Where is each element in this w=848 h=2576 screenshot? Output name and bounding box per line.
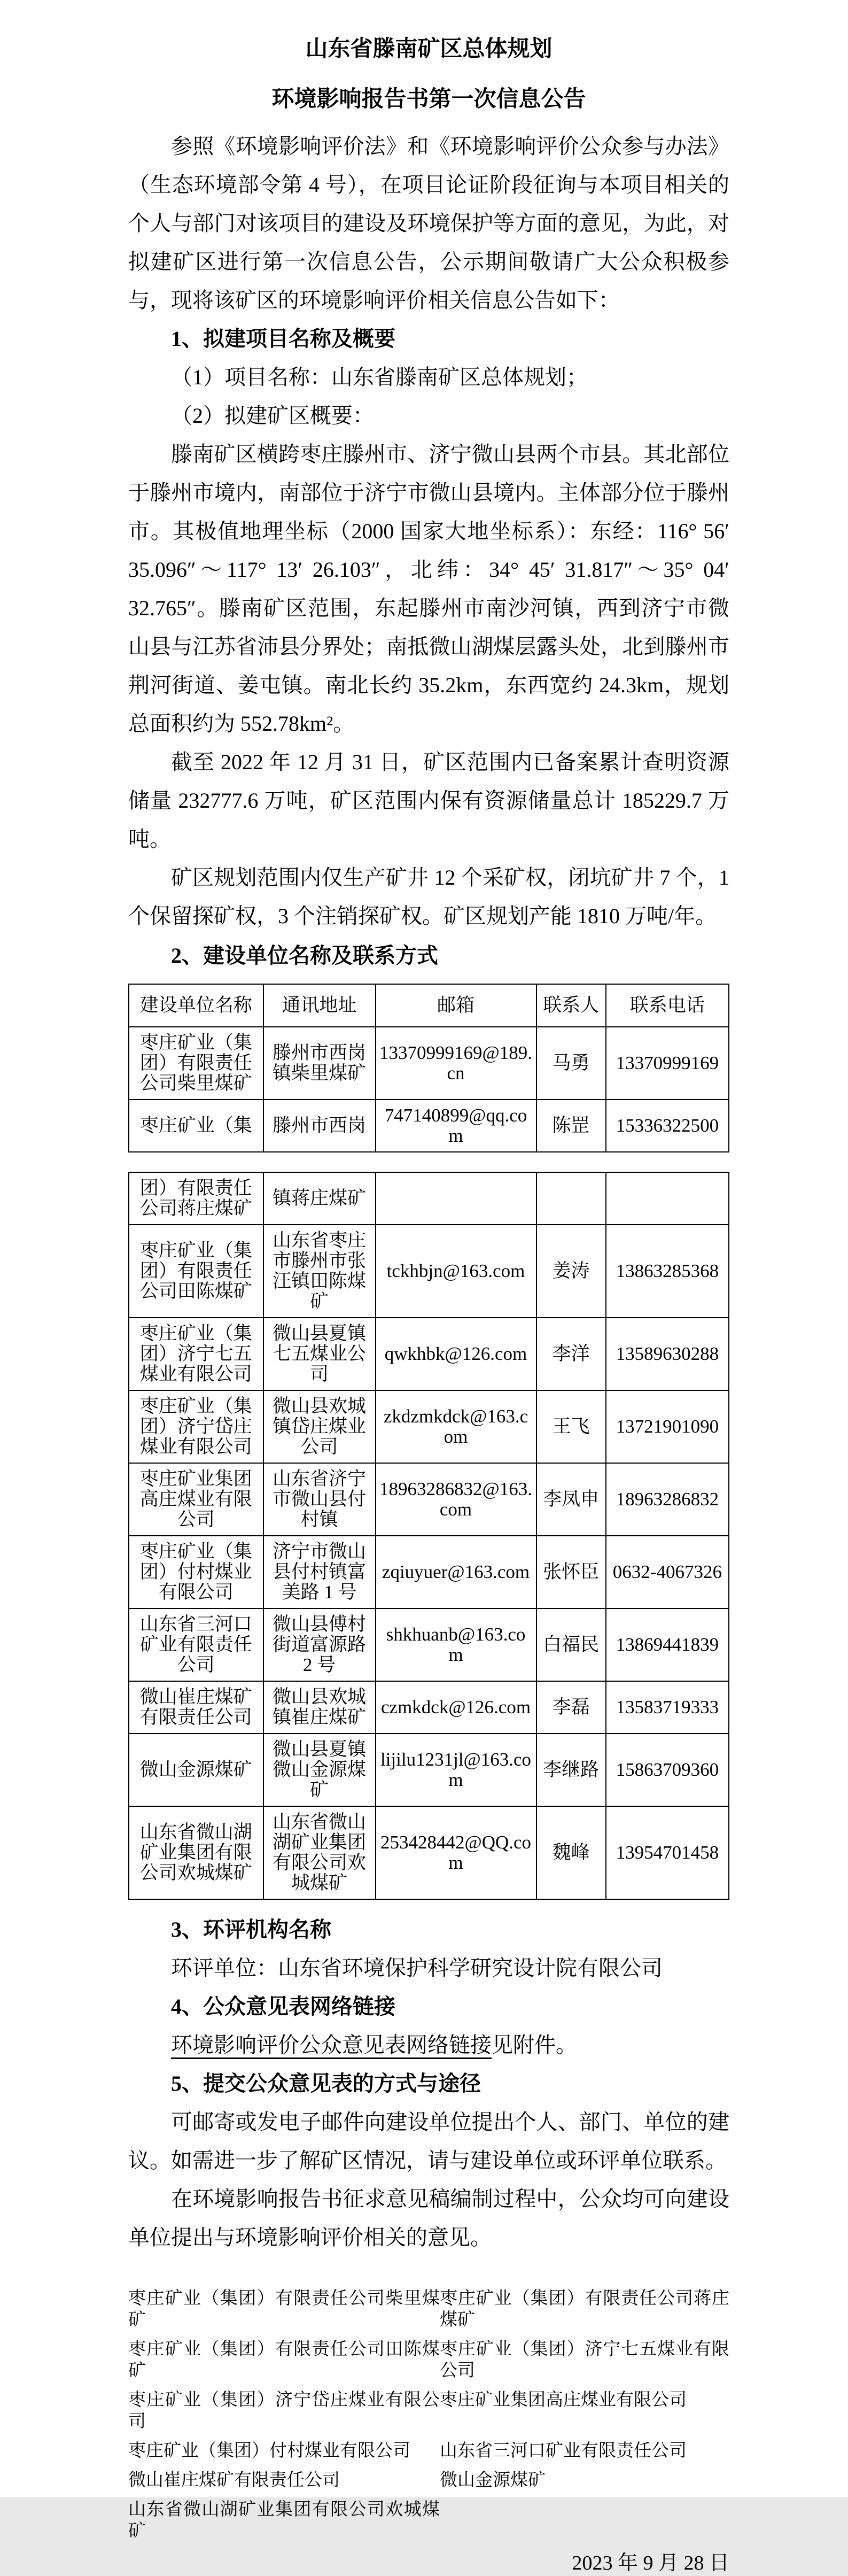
list-item: 枣庄矿业（集团）付村煤业有限公司: [128, 2441, 410, 2461]
resource-reserves-paragraph: 截至 2022 年 12 月 31 日，矿区范围内已备案累计查明资源储量 232777.6 万吨，矿区范围内保有资源储量总计 185229.7 万吨。: [128, 750, 729, 851]
list-item: 枣庄矿业（集团）济宁七五煤业有限公司: [440, 2340, 729, 2380]
link-paragraph: [128, 2026, 729, 2064]
table-cell: 张怀臣: [536, 1536, 606, 1608]
table-cell: shkhuanb@163.com: [376, 1608, 536, 1681]
table-cell: 枣庄矿业（集团）有限责任公司柴里煤矿: [129, 1027, 263, 1100]
project-name-item: （1）项目名称：山东省滕南矿区总体规划；: [171, 365, 588, 389]
table-cell: 13863285368: [606, 1225, 729, 1318]
table-cell: 13589630288: [606, 1318, 729, 1390]
table-cell: 山东省济宁市微山县付村镇: [263, 1463, 376, 1536]
table-header-cell: 建设单位名称: [129, 984, 263, 1027]
table-cell: 济宁市微山县付村镇富美路 1 号: [263, 1536, 376, 1608]
link-suffix-text: 见附件。: [492, 2033, 577, 2057]
contact-table-part1: [128, 984, 729, 1152]
table-cell: 滕州市西岗镇柴里煤矿: [263, 1027, 376, 1100]
table-cell: 0632-4067326: [606, 1536, 729, 1608]
table-cell: [536, 1172, 606, 1225]
table-row: [129, 1681, 729, 1734]
table-cell: [606, 1172, 729, 1225]
table-row: [129, 1027, 729, 1100]
table-cell: 微山金源煤矿: [129, 1734, 263, 1806]
intro-paragraph: 参照《环境影响评价法》和《环境影响评价公众参与办法》（生态环境部令第 4 号），在项目论证阶段征询与本项目相关的个人与部门对该项目的建设及环境保护等方面的意见，为此，对拟建矿区进行第一次信息公告，公示期间敬请广大公众积极参与，现将该矿区的环境影响评价相关信息公告如下：: [128, 134, 729, 312]
doc-title-line1: 山东省滕南矿区总体规划: [305, 37, 553, 61]
table-cell: 滕州市西岗: [263, 1100, 376, 1152]
table-cell: 枣庄矿业（集团）付村煤业有限公司: [129, 1536, 263, 1608]
table-header-cell: 联系人: [536, 984, 606, 1027]
table-cell: 微山县傅村街道富源路 2 号: [263, 1608, 376, 1681]
table-row: [129, 1225, 729, 1318]
table-cell: 陈罡: [536, 1100, 606, 1152]
table-row: [129, 1463, 729, 1536]
list-item: [440, 2499, 729, 2542]
table-cell: 团）有限责任公司蒋庄煤矿: [129, 1172, 263, 1225]
table-header-row: [129, 984, 729, 1027]
table-cell: 枣庄矿业（集团）有限责任公司田陈煤矿: [129, 1225, 263, 1318]
table-header-cell: 邮箱: [376, 984, 536, 1027]
table-row: [129, 1100, 729, 1152]
list-item: 枣庄矿业集团高庄煤业有限公司: [440, 2391, 687, 2410]
table-cell: 山东省微山湖矿业集团有限公司欢城煤矿: [263, 1806, 376, 1899]
comment-period-paragraph: 在环境影响报告书征求意见稿编制过程中，公众均可向建设单位提出与环境影响评价相关的意见。: [128, 2187, 729, 2249]
page-break-gap: [128, 1152, 729, 1172]
table-cell: 18963286832: [606, 1463, 729, 1536]
table-cell: zqiuyuer@163.com: [376, 1536, 536, 1608]
table-cell: 253428442@QQ.com: [376, 1806, 536, 1899]
table-cell: 姜涛: [536, 1225, 606, 1318]
list-item: 微山金源煤矿: [440, 2471, 546, 2490]
table-cell: 山东省三河口矿业有限责任公司: [129, 1608, 263, 1681]
table-cell: 白福民: [536, 1608, 606, 1681]
section-5-heading: 5、提交公众意见表的方式与途径: [171, 2071, 481, 2095]
list-item: 枣庄矿业（集团）有限责任公司田陈煤矿: [128, 2340, 440, 2380]
table-cell: 李凤申: [536, 1463, 606, 1536]
table-cell: 镇蒋庄煤矿: [263, 1172, 376, 1225]
table-row: [129, 1806, 729, 1899]
table-cell: 13869441839: [606, 1608, 729, 1681]
list-item: 微山崔庄煤矿有限责任公司: [128, 2471, 340, 2490]
table-cell: 微山县欢城镇崔庄煤矿: [263, 1681, 376, 1734]
table-cell: czmkdck@126.com: [376, 1681, 536, 1734]
section-4-heading: 4、公众意见表网络链接: [171, 1994, 395, 2018]
table-cell: 魏峰: [536, 1806, 606, 1899]
table-cell: 李继路: [536, 1734, 606, 1806]
section-2-heading: 2、建设单位名称及联系方式: [171, 943, 438, 968]
table-row: [129, 1734, 729, 1806]
table-cell: lijilu1231jl@163.com: [376, 1734, 536, 1806]
table-row: [129, 1536, 729, 1608]
list-item: 山东省三河口矿业有限责任公司: [440, 2441, 687, 2461]
table-cell: 山东省枣庄市滕州市张汪镇田陈煤矿: [263, 1225, 376, 1318]
list-item: 山东省微山湖矿业集团有限公司欢城煤矿: [128, 2500, 440, 2541]
table-header-cell: 通讯地址: [263, 984, 376, 1027]
section-3-heading: 3、环评机构名称: [171, 1917, 331, 1941]
mining-area-summary-item: （2）拟建矿区概要：: [171, 404, 374, 428]
footer-company-list: [128, 2288, 729, 2542]
table-cell: 李洋: [536, 1318, 606, 1390]
table-cell: [376, 1172, 536, 1225]
table-cell: 18963286832@163.com: [376, 1463, 536, 1536]
table-cell: 枣庄矿业集团高庄煤业有限公司: [129, 1463, 263, 1536]
public-comment-form-link[interactable]: 环境影响评价公众意见表网络链接: [171, 2033, 492, 2057]
table-header-cell: 联系电话: [606, 984, 729, 1027]
table-cell: 枣庄矿业（集: [129, 1100, 263, 1152]
table-cell: 15863709360: [606, 1734, 729, 1806]
table-cell: tckhbjn@163.com: [376, 1225, 536, 1318]
list-item: 枣庄矿业（集团）济宁岱庄煤业有限公司: [128, 2391, 440, 2431]
table-cell: 王飞: [536, 1390, 606, 1463]
table-cell: 13954701458: [606, 1806, 729, 1899]
submission-method-paragraph: 可邮寄或发电子邮件向建设单位提出个人、部门、单位的建议。如需进一步了解矿区情况，请与建设单位或环评单位联系。: [128, 2110, 729, 2172]
table-row: [129, 1608, 729, 1681]
table-cell: 枣庄矿业（集团）济宁七五煤业有限公司: [129, 1318, 263, 1390]
table-row: [129, 1318, 729, 1390]
table-row: [129, 1172, 729, 1225]
list-item: 枣庄矿业（集团）有限责任公司柴里煤矿: [128, 2289, 440, 2330]
table-cell: zkdzmkdck@163.com: [376, 1390, 536, 1463]
mining-area-description-paragraph: 滕南矿区横跨枣庄滕州市、济宁微山县两个市县。其北部位于滕州市境内，南部位于济宁市微山县境内。主体部分位于滕州市。其极值地理坐标（2000 国家大地坐标系）：东经：116° 56′ 35.096″～117° 13′ 26.103″，北纬：34° 45′ 31.817″～35° 04′ 32.765″。滕南矿区范围，东起滕州市南沙河镇，西到济宁市微山县与江苏省沛县分界处；南抵微山湖煤层露头处，北到滕州市荆河街道、姜屯镇。南北长约 35.2km，东西宽约 24.3km，规划总面积约为 552.78km²。: [128, 442, 729, 736]
table-cell: 13721901090: [606, 1390, 729, 1463]
contact-table-part2: [128, 1172, 729, 1900]
table-cell: 山东省微山湖矿业集团有限公司欢城煤矿: [129, 1806, 263, 1899]
table-cell: 13370999169@189.cn: [376, 1027, 536, 1100]
table-cell: 13583719333: [606, 1681, 729, 1734]
list-item: 枣庄矿业（集团）有限责任公司蒋庄煤矿: [440, 2289, 729, 2330]
table-cell: 15336322500: [606, 1100, 729, 1152]
table-cell: 13370999169: [606, 1027, 729, 1100]
table-cell: 枣庄矿业（集团）济宁岱庄煤业有限公司: [129, 1390, 263, 1463]
mining-rights-paragraph: 矿区规划范围内仅生产矿井 12 个采矿权，闭坑矿井 7 个，1 个保留探矿权，3 个注销探矿权。矿区规划产能 1810 万吨/年。: [128, 865, 729, 928]
table-cell: 微山县夏镇七五煤业公司: [263, 1318, 376, 1390]
table-cell: 李磊: [536, 1681, 606, 1734]
table-cell: 微山崔庄煤矿有限责任公司: [129, 1681, 263, 1734]
doc-date: 2023 年 9 月 28 日: [572, 2552, 729, 2574]
table-cell: 微山县欢城镇岱庄煤业公司: [263, 1390, 376, 1463]
table-cell: 747140899@qq.com: [376, 1100, 536, 1152]
table-cell: qwkhbk@126.com: [376, 1318, 536, 1390]
section-1-heading: 1、拟建项目名称及概要: [171, 327, 395, 351]
eia-agency-paragraph: 环评单位：山东省环境保护科学研究设计院有限公司: [171, 1956, 663, 1980]
table-cell: 马勇: [536, 1027, 606, 1100]
table-row: [129, 1390, 729, 1463]
doc-title-line2: 环境影响报告书第一次信息公告: [271, 87, 586, 112]
table-cell: 微山县夏镇微山金源煤矿: [263, 1734, 376, 1806]
